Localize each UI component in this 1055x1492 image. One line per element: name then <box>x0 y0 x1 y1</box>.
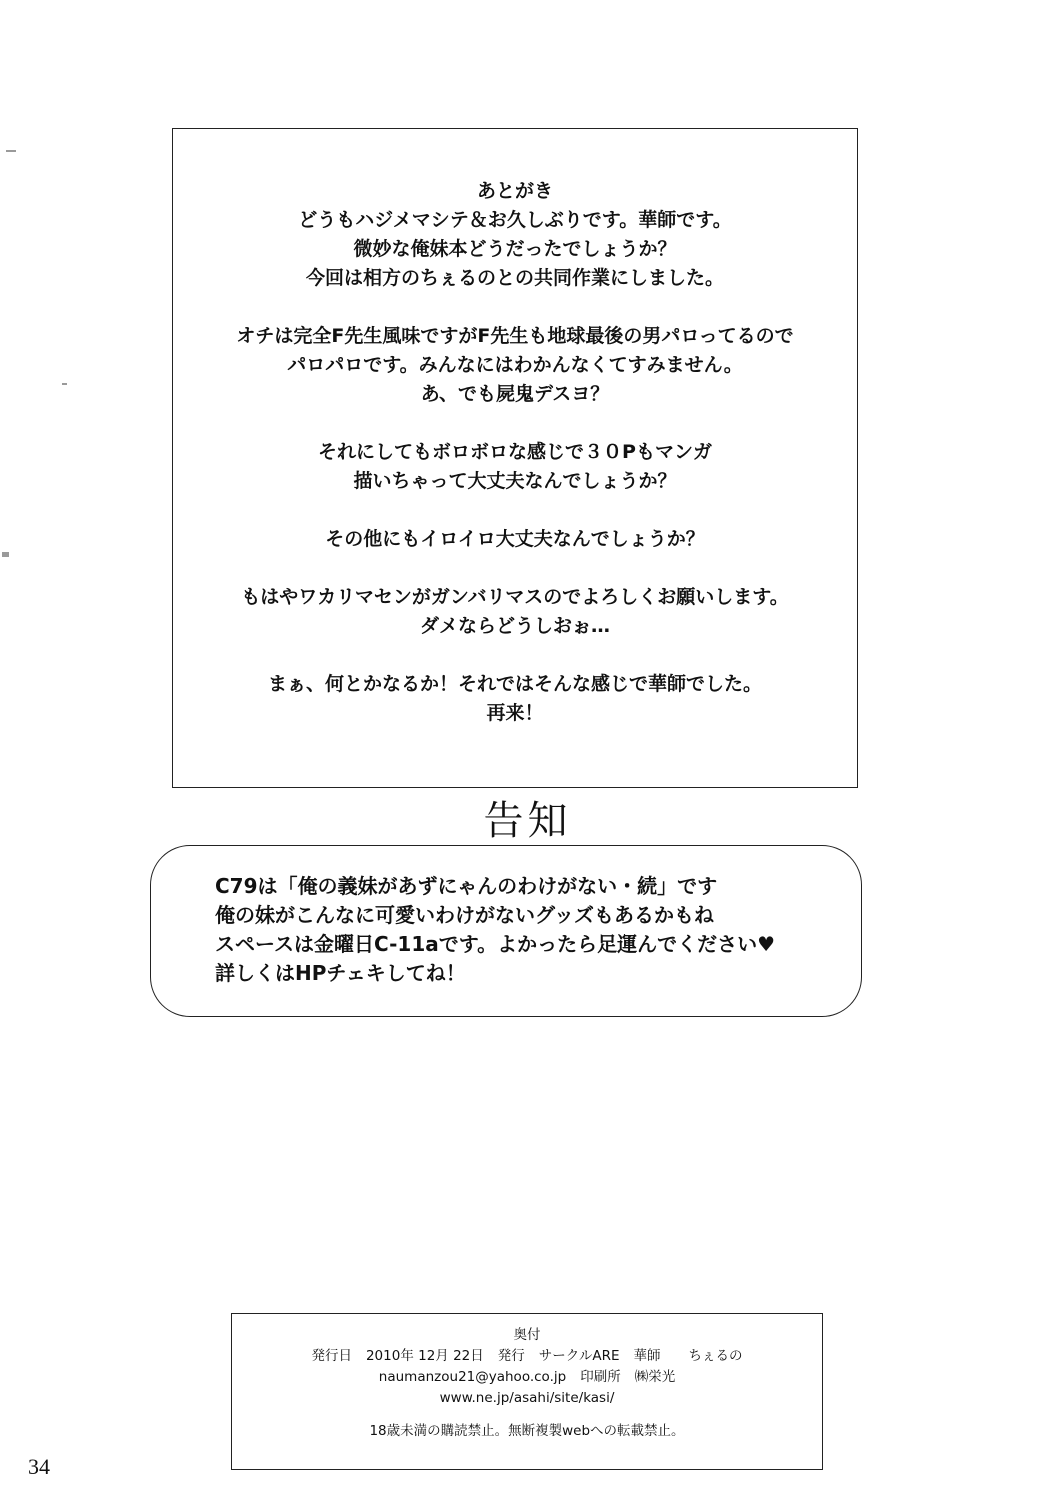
scan-speck <box>62 383 67 385</box>
notice-box <box>150 845 862 1017</box>
contact-email: naumanzou21@yahoo.co.jp <box>378 1369 567 1385</box>
afterword-line: あ、でも屍鬼デスヨ？ <box>420 383 610 405</box>
afterword-line: 微妙な俺妹本どうだったでしょうか？ <box>353 238 677 260</box>
afterword-line: どうもハジメマシテ＆お久しぶりです。華師です。 <box>298 209 732 231</box>
afterword-title: あとがき <box>476 180 553 202</box>
colophon-text <box>232 1325 822 1442</box>
age-restriction-notice: 18歳未満の購読禁止。無断複製webへの転載禁止。 <box>369 1423 685 1439</box>
notice-line: C79は「俺の義妹があずにゃんのわけがない・続」です <box>215 874 718 898</box>
website-url: www.ne.jp/asahi/site/kasi/ <box>439 1390 615 1406</box>
notice-line-text: スペースは金曜日C-11aです。よかったら足運んでください <box>215 932 758 956</box>
colophon-title: 奥付 <box>513 1327 541 1343</box>
issue-date-label: 発行日 <box>311 1348 352 1364</box>
printer-name: ㈱栄光 <box>634 1369 676 1385</box>
printer-label: 印刷所 <box>580 1369 621 1385</box>
scan-speck <box>6 150 16 152</box>
notice-line <box>215 930 775 959</box>
heart-icon: ♥ <box>757 932 776 956</box>
afterword-line: ダメならどうしおぉ… <box>419 615 610 637</box>
afterword-line: まぁ、何とかなるか！それではそんな感じで華師でした。 <box>267 673 762 695</box>
author-1: 華師 <box>633 1348 661 1364</box>
author-2: ちぇるの <box>688 1348 743 1364</box>
publisher-label: 発行 <box>497 1348 525 1364</box>
afterword-line: もはやワカリマセンがガンバリマスのでよろしくお願いします。 <box>241 586 789 608</box>
afterword-paragraph-3 <box>173 438 857 496</box>
afterword-line: それにしてもボロボロな感じで３０Pもマンガ <box>318 441 712 463</box>
afterword-paragraph-5 <box>173 583 857 641</box>
issue-date: 2010年 12月 22日 <box>365 1348 484 1364</box>
afterword-line: パロパロです。みんなにはわかんなくてすみません。 <box>287 354 743 376</box>
afterword-paragraph-1 <box>173 206 857 293</box>
colophon-contact-line <box>232 1367 822 1388</box>
afterword-paragraph-6 <box>173 670 857 728</box>
notice-text <box>215 872 775 988</box>
page-number: 34 <box>28 1454 50 1479</box>
colophon-box <box>231 1313 823 1470</box>
circle-name: サークルARE <box>538 1348 620 1364</box>
afterword-box <box>172 128 858 788</box>
afterword-paragraph-2 <box>173 322 857 409</box>
afterword-line: 再来！ <box>486 702 544 724</box>
scan-speck <box>2 552 9 557</box>
notice-line: 詳しくはHPチェキしてね！ <box>215 961 466 985</box>
afterword-line: 描いちゃって大丈夫なんでしょうか？ <box>353 470 677 492</box>
afterword-paragraph-4 <box>173 525 857 554</box>
afterword-line: 今回は相方のちぇるのとの共同作業にしました。 <box>305 267 724 289</box>
afterword-line: その他にもイロイロ大丈夫なんでしょうか？ <box>325 528 705 550</box>
notice-title: 告知 <box>483 798 572 844</box>
colophon-issue-line <box>232 1346 822 1367</box>
notice-line: 俺の妹がこんなに可愛いわけがないグッズもあるかもね <box>215 903 714 927</box>
afterword-text <box>173 177 857 757</box>
afterword-line: オチは完全F先生風味ですがF先生も地球最後の男パロってるので <box>236 325 794 347</box>
